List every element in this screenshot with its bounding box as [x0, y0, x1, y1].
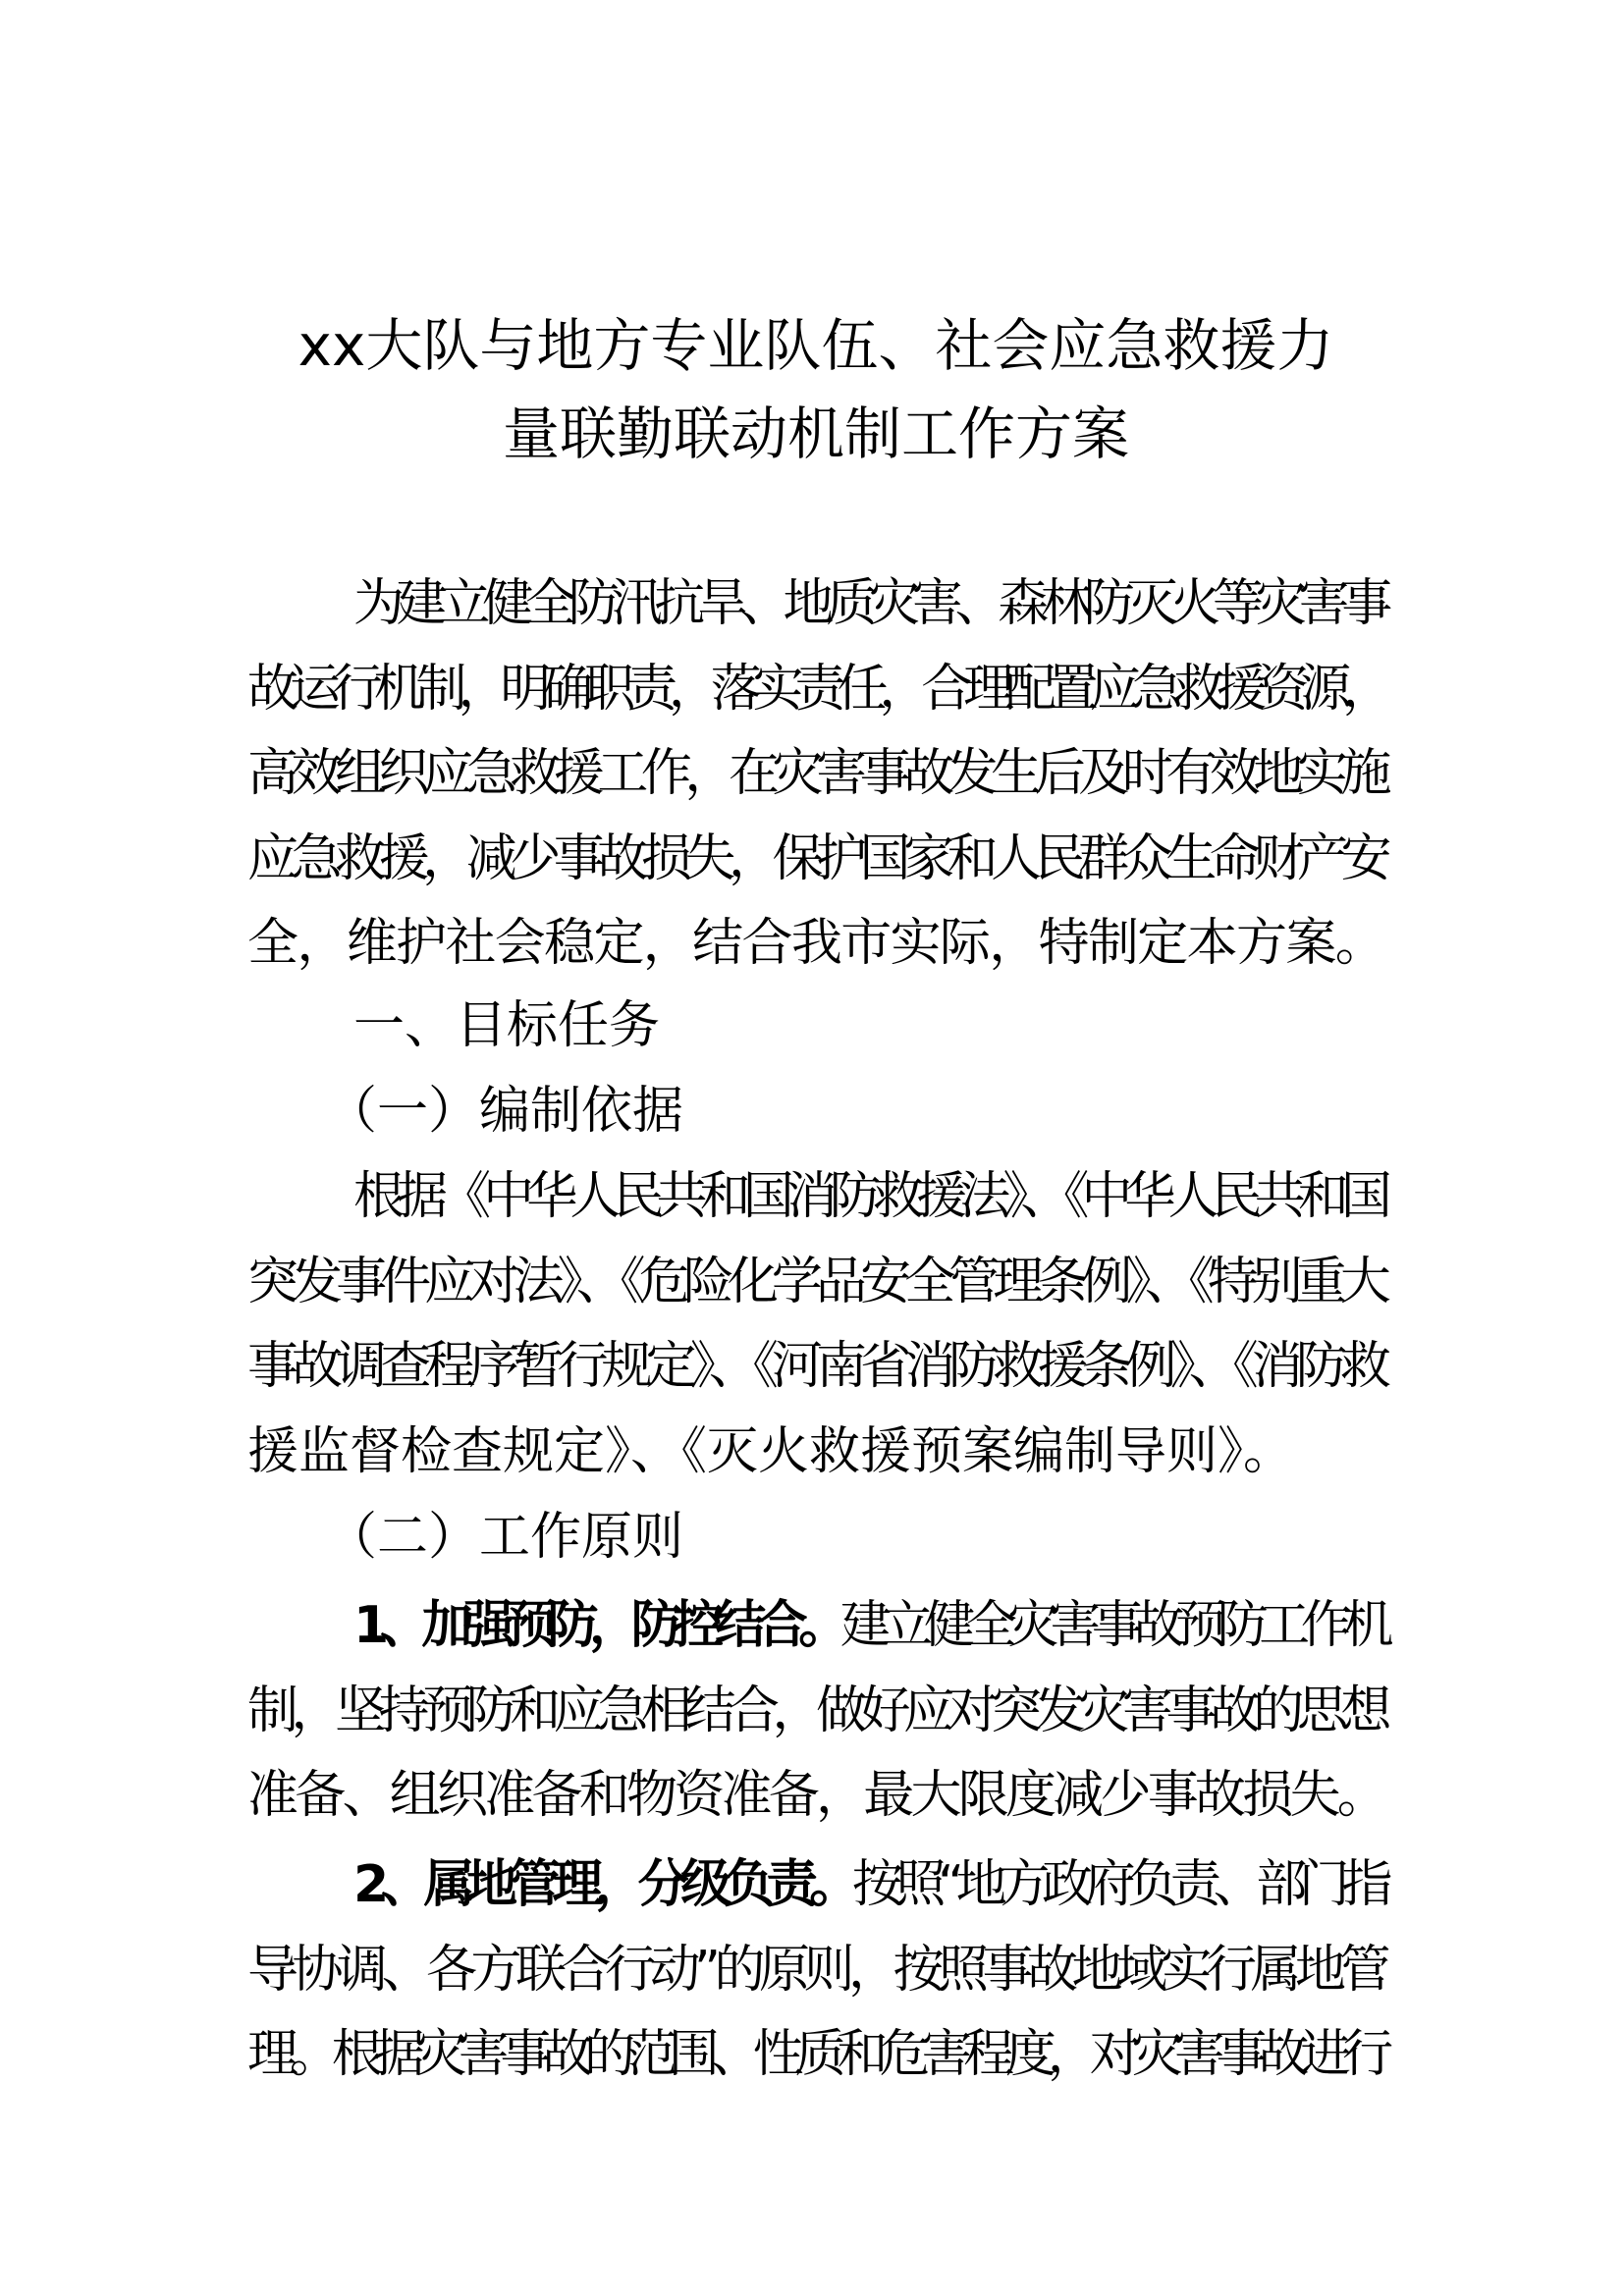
- text-line: 应急救援，减少事故损失，保护国家和人民群众生命财产安: [247, 828, 1385, 888]
- principle-1-text: 建立健全灾害事故预防工作机: [839, 1596, 1385, 1655]
- text-line: 理。根据灾害事故的范围、性质和危害程度，对灾害事故进行: [247, 2025, 1385, 2085]
- basis-paragraph: [247, 1154, 1384, 1494]
- intro-paragraph: [247, 561, 1384, 987]
- text-line: 故运行机制，明确职责，落实责任，合理配置应急救援资源，: [247, 659, 1385, 719]
- text-line: [247, 1842, 1384, 1928]
- principle-2-paragraph: [247, 1842, 1384, 2098]
- section-heading-text: 一、目标任务: [353, 996, 661, 1055]
- subsection-heading-2: [247, 1495, 1384, 1580]
- principle-2-heading: 2、属地管理，分级负责。: [353, 1855, 852, 1914]
- text-line: 准备、组织准备和物资准备，最大限度减少事故损失。: [247, 1766, 1385, 1826]
- document-title-line-2: 量联勤联动机制工作方案: [502, 400, 1129, 467]
- subsection-heading-text: （一）编制依据: [326, 1082, 684, 1141]
- document-title-line-1: xx大队与地方专业队伍、社会应急救援力: [298, 312, 1334, 379]
- text-line: [247, 1583, 1384, 1669]
- principle-1-heading: 1、加强预防，防控结合。: [353, 1596, 840, 1655]
- principle-1-paragraph: [247, 1583, 1384, 1839]
- text-line: 援监督检查规定》、《灭火救援预案编制导则》。: [247, 1421, 1295, 1481]
- text-line: 制，坚持预防和应急相结合，做好应对突发灾害事故的思想: [247, 1681, 1385, 1740]
- text-line: 事故调查程序暂行规定》、《河南省消防救援条例》、《消防救: [247, 1337, 1384, 1397]
- text-line: 导协调、各方联合行动”的原则，按照事故地域实行属地管: [247, 1940, 1384, 2000]
- text-line: 为建立健全防汛抗旱、地质灾害、森林防灭火等灾害事: [353, 574, 1385, 633]
- text-line: 根据《中华人民共和国消防救援法》、《中华人民共和国: [353, 1167, 1385, 1226]
- text-line: 突发事件应对法》、《危险化学品安全管理条例》、《特别重大: [247, 1252, 1384, 1311]
- subsection-heading-text: （二）工作原则: [326, 1508, 684, 1567]
- text-line: 全，维护社会稳定，结合我市实际，特制定本方案。: [247, 914, 1385, 974]
- principle-2-text: 按照“地方政府负责、部门指: [851, 1855, 1385, 1914]
- text-line: 高效组织应急救援工作，在灾害事故发生后及时有效地实施: [247, 744, 1385, 804]
- subsection-heading-1: [247, 1069, 1384, 1154]
- section-heading-1: [247, 984, 1384, 1069]
